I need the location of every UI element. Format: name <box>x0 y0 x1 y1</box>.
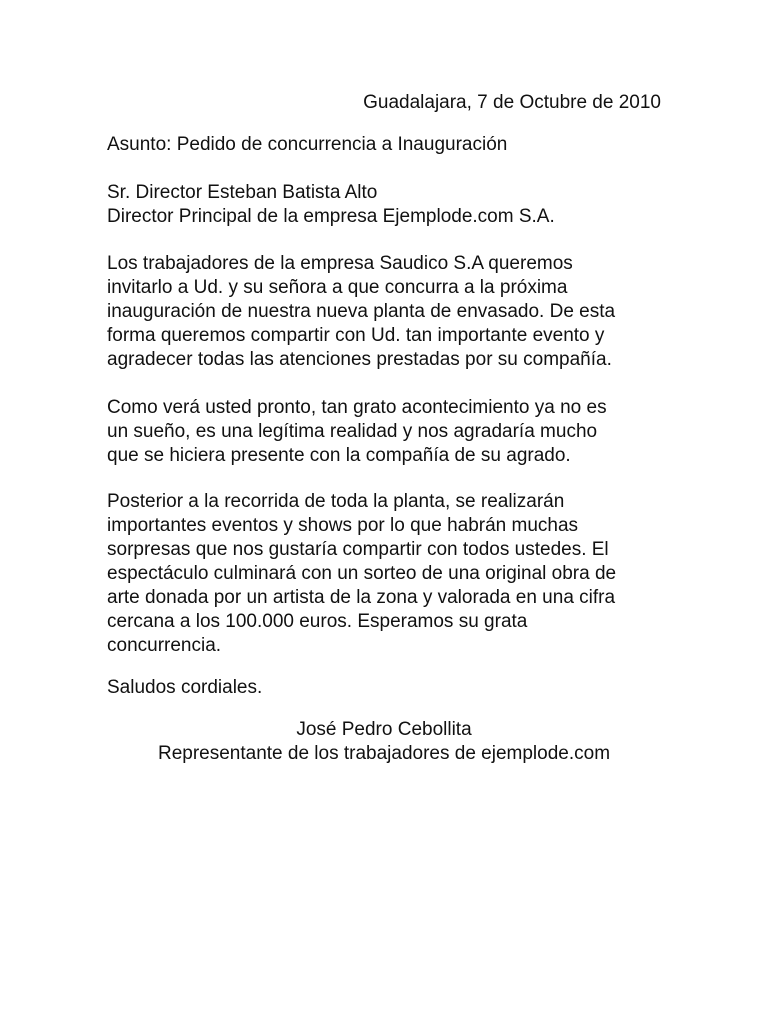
letter-closing <box>107 676 687 700</box>
signature-name: José Pedro Cebollita <box>296 719 472 740</box>
paragraph-line: agradecer todas las atenciones prestadas por su compañía. <box>107 349 612 370</box>
paragraph-line: sorpresas que nos gustaría compartir con todos ustedes. El <box>107 539 609 560</box>
body-paragraph-1 <box>107 252 687 372</box>
letter-signature <box>0 718 768 766</box>
body-paragraph-3 <box>107 490 687 658</box>
closing-line: Saludos cordiales. <box>107 677 263 698</box>
paragraph-line: un sueño, es una legítima realidad y nos agradaría mucho <box>107 421 598 442</box>
recipient-name: Sr. Director Esteban Batista Alto <box>107 182 378 203</box>
paragraph-line: concurrencia. <box>107 635 222 656</box>
letter-subject <box>107 133 687 157</box>
body-paragraph-2 <box>107 396 687 468</box>
paragraph-line: Como verá usted pronto, tan grato acontecimiento ya no es <box>107 397 607 418</box>
paragraph-line: Los trabajadores de la empresa Saudico S.A queremos <box>107 253 573 274</box>
letter-recipient <box>107 181 687 229</box>
signature-title: Representante de los trabajadores de ejemplode.com <box>157 743 611 764</box>
paragraph-line: inauguración de nuestra nueva planta de envasado. De esta <box>107 301 616 322</box>
paragraph-line: que se hiciera presente con la compañía de su agrado. <box>107 445 571 466</box>
paragraph-line: arte donada por un artista de la zona y valorada en una cifra <box>107 587 616 608</box>
paragraph-line: espectáculo culminará con un sorteo de una original obra de <box>107 563 617 584</box>
paragraph-line: importantes eventos y shows por lo que habrán muchas <box>107 515 579 536</box>
letter-date: Guadalajara, 7 de Octubre de 2010 <box>363 92 661 113</box>
recipient-position: Director Principal de la empresa Ejemplode.com S.A. <box>107 206 555 227</box>
subject-line: Asunto: Pedido de concurrencia a Inauguración <box>107 134 508 155</box>
paragraph-line: cercana a los 100.000 euros. Esperamos su grata <box>107 611 528 632</box>
paragraph-line: invitarlo a Ud. y su señora a que concurra a la próxima <box>107 277 568 298</box>
paragraph-line: forma queremos compartir con Ud. tan importante evento y <box>107 325 605 346</box>
paragraph-line: Posterior a la recorrida de toda la planta, se realizarán <box>107 491 565 512</box>
